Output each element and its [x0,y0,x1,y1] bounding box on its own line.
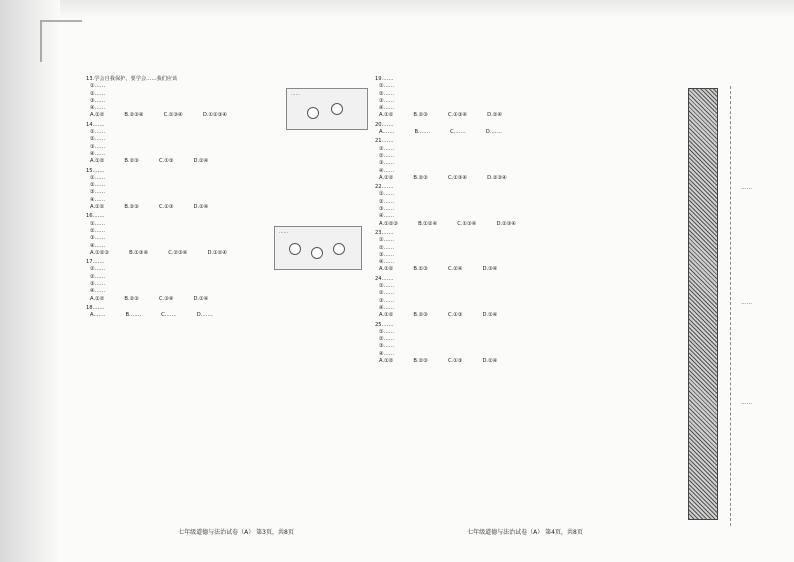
question-stem: 15.…… [86,167,105,174]
answer-choices [86,312,386,319]
answer-choice: A.①② [379,357,394,364]
question-stem: 23.…… [375,229,394,236]
answer-choice: A.…… [379,129,395,136]
question-statement: ④…… [90,242,106,249]
question-stem: 16.…… [86,213,105,220]
question-statement: ②…… [90,227,106,234]
answer-choice: B.①③ [413,266,428,273]
answer-choice: B.①③④ [129,249,149,256]
question-stem: 13.学会自我保护，要学会……我们应该 [86,76,178,82]
answer-choices [375,112,675,119]
answer-choice: D.③④ [482,266,498,273]
question-statement: ③…… [90,281,106,288]
answer-choice: D.…… [485,129,502,136]
question-stem: 25.…… [375,321,394,328]
question-statement: ④…… [90,105,106,112]
question-stem: 14.…… [86,121,105,128]
answer-choice: D.①④ [193,295,209,302]
answer-choice: A.①② [379,266,394,273]
answer-choice: C.②④ [447,266,463,273]
question-statement: ②…… [90,136,106,143]
question-stem: 20.…… [375,121,394,128]
answer-choice: C.①③④ [447,112,468,119]
question-statement: ①…… [379,237,395,244]
answer-choice: D.②④ [482,357,498,364]
question-statement: ③…… [379,206,395,213]
question-statement: ④…… [379,304,395,311]
scan-shadow-top [0,0,794,18]
answer-choice: D.…… [196,312,213,319]
question-statement: ④…… [90,288,106,295]
question-statement: ③…… [90,189,106,196]
question-statement: ②…… [379,290,395,297]
question-statement: ②…… [379,336,395,343]
question-statement: ②…… [379,152,395,159]
answer-choice: D.②④ [193,204,209,211]
question-statement: ②…… [90,90,106,97]
answer-choice: B.②③ [413,357,428,364]
question-stem: 19.…… [375,76,394,82]
question-statement: ①…… [379,83,395,90]
answer-choices [375,175,675,182]
question-item [375,322,675,366]
answer-choice: D.②④ [487,112,503,119]
question-statement: ③…… [379,343,395,350]
answer-choice: D.②③④ [496,220,517,227]
corner-mark [40,20,82,62]
answer-choice: C.①③ [158,204,174,211]
answer-choices [86,296,386,303]
question-statement: ④…… [90,196,106,203]
question-statement: ②…… [379,198,395,205]
question-item [86,305,386,320]
figure-cartoon-1 [286,88,368,130]
answer-choice: B.…… [125,312,142,319]
binding-label: …… [741,300,752,306]
answer-choice: D.②④ [482,312,498,319]
answer-choice: B.②③ [413,174,428,181]
question-statement: ①…… [379,283,395,290]
question-statement: ③…… [379,160,395,167]
answer-choices [375,221,675,228]
answer-choice: D.①②④ [207,249,228,256]
scan-shadow-left [0,0,60,562]
figure-cartoon-2 [274,226,362,270]
question-statement: ③…… [90,235,106,242]
question-statement: ③…… [90,143,106,150]
question-statement: ④…… [90,150,106,157]
answer-choice: A.①②③ [90,249,110,256]
figure1-caption: …… [291,92,300,97]
question-item [375,122,675,137]
answer-choices [375,358,675,365]
question-statement: ④…… [379,213,395,220]
question-statement: ①…… [90,83,106,90]
question-item [375,276,675,320]
figure-person-icon [311,247,323,259]
question-item [375,184,675,228]
question-statement: ③…… [379,251,395,258]
question-stem: 21.…… [375,138,394,145]
figure-person-icon [289,243,301,255]
answer-choice: C.…… [161,312,177,319]
question-statement: ④…… [379,350,395,357]
question-statement: ③…… [379,97,395,104]
figure2-caption: …… [279,230,288,235]
left-page [86,76,386,536]
question-statement: ①…… [379,145,395,152]
answer-choice: A.①② [90,295,105,302]
answer-choice: D.①②③④ [202,112,228,119]
question-statement: ①…… [379,191,395,198]
answer-choice: A.①② [90,112,105,119]
answer-choice: B.①②④ [418,220,438,227]
question-statement: ③…… [90,97,106,104]
question-item [375,76,675,120]
answer-choice: A.①② [379,312,394,319]
question-list-right [375,76,675,365]
answer-choice: B.②③④ [124,112,144,119]
question-statement: ②…… [379,244,395,251]
answer-choice: D.②③④ [487,174,507,181]
answer-choice: B.②③ [124,295,139,302]
page-footer: 七年级道德与法治试卷（A） 第3页，共8页 [178,528,294,536]
answer-choice: B.②③ [124,204,139,211]
figure-person-icon [331,103,343,115]
question-statement: ④…… [379,105,395,112]
figure-person-icon [333,243,345,255]
question-statement: ①…… [90,220,106,227]
answer-choice: D.②④ [193,158,209,165]
question-item [375,230,675,274]
question-statement: ④…… [379,259,395,266]
question-stem: 17.…… [86,259,105,266]
question-statement: ①…… [379,328,395,335]
binding-label: …… [741,400,752,406]
answer-choice: B.②③ [413,112,428,119]
answer-choice: C.…… [450,129,466,136]
answer-choice: C.①③ [447,357,463,364]
question-statement: ①…… [90,174,106,181]
question-statement: ②…… [90,182,106,189]
answer-choice: C.①③ [447,312,463,319]
answer-choices [375,312,675,319]
answer-choice: B.②③ [413,312,428,319]
question-stem: 24.…… [375,275,394,282]
question-item [86,168,386,212]
question-statement: ②…… [90,273,106,280]
question-stem: 22.…… [375,184,394,191]
answer-choices [86,158,386,165]
answer-choices [375,266,675,273]
question-statement: ②…… [379,90,395,97]
answer-choices [86,204,386,211]
answer-choice: C.①③ [158,158,174,165]
answer-choice: A.①②③ [379,220,399,227]
right-page [375,76,675,536]
answer-choice: C.①③④ [457,220,477,227]
question-statement: ①…… [90,266,106,273]
question-stem: 18.…… [86,304,105,311]
answer-choice: A.①② [90,204,105,211]
answer-choice: B.②③ [124,158,139,165]
cut-line [730,86,731,526]
answer-choice: C.②③④ [168,249,188,256]
answer-choice: C.①③④ [163,112,183,119]
answer-choices [375,129,675,136]
answer-choice: C.③④ [158,295,174,302]
answer-choice: A.①② [90,158,105,165]
binding-hatch [688,88,718,520]
answer-choice: A.①② [379,112,394,119]
answer-choice: A.①② [379,174,394,181]
question-item [375,138,675,182]
question-statement: ①…… [90,129,106,136]
question-statement: ③…… [379,297,395,304]
answer-choice: A.…… [90,312,106,319]
binding-label: …… [741,185,752,191]
figure-person-icon [307,107,319,119]
page-footer: 七年级道德与法治试卷（A） 第4页，共8页 [467,528,583,536]
question-statement: ④…… [379,167,395,174]
answer-choice: B.…… [414,129,431,136]
binding-labels [735,0,755,562]
answer-choice: C.①③④ [447,174,468,181]
